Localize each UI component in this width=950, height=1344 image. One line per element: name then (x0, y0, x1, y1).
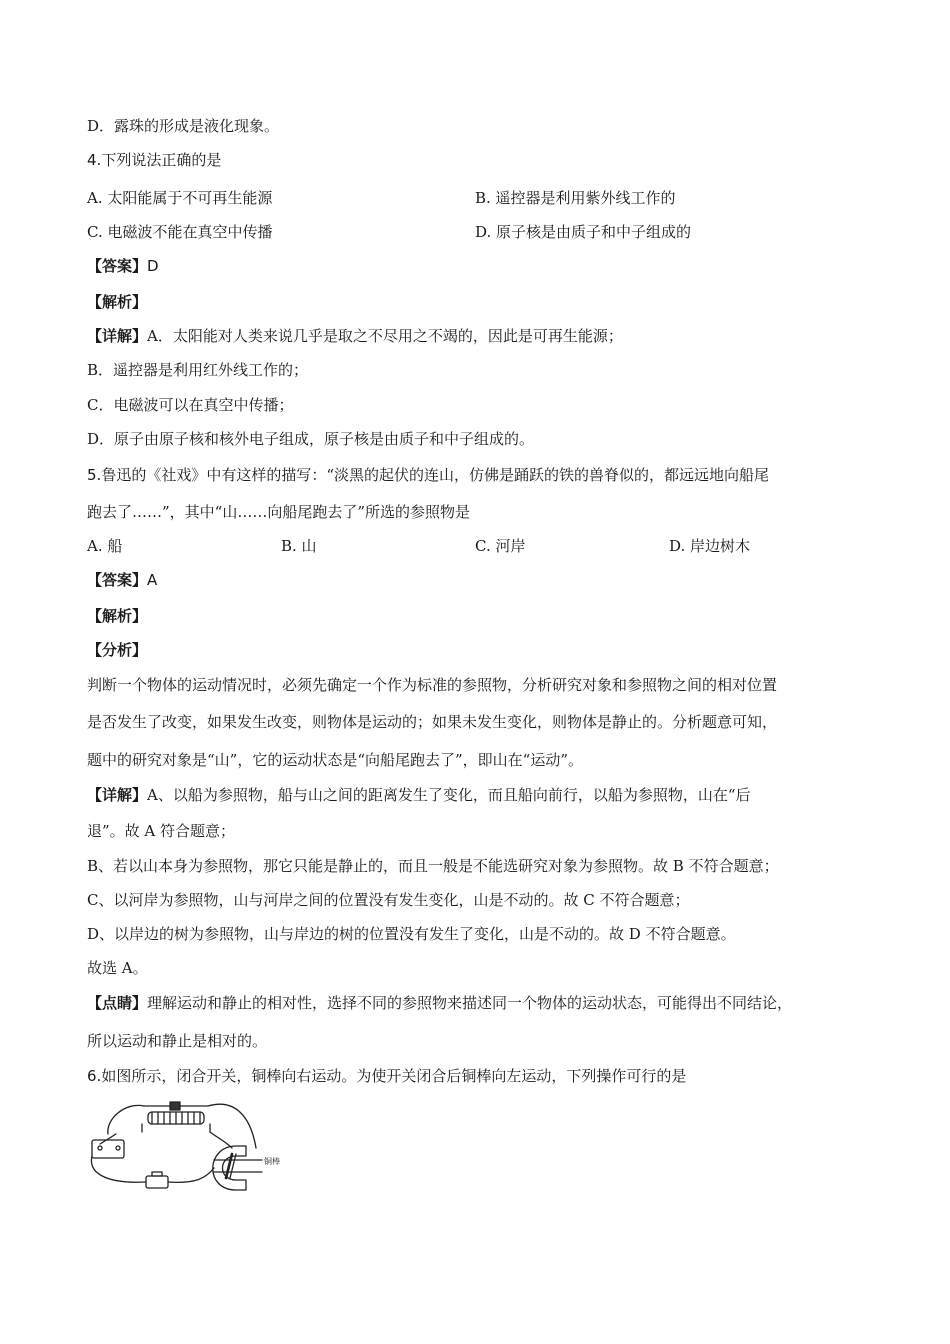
detail-tag: 【详解】 (87, 327, 148, 345)
battery (146, 1176, 168, 1188)
q5-dianjing-line2: 所以运动和静止是相对的。 (87, 1032, 268, 1050)
q4-analysis-tag (87, 292, 147, 312)
analysis-tag: 【解析】 (87, 607, 148, 625)
q5-dianjing-line1 (87, 993, 792, 1013)
q4-option-c: C. 电磁波不能在真空中传播 (87, 223, 273, 241)
q4-detail-a-text: A．太阳能对人类来说几乎是取之不尽用之不竭的，因此是可再生能源； (147, 327, 623, 345)
q4-number: 4. (87, 151, 102, 169)
q4-option-a: A. 太阳能属于不可再生能源 (87, 189, 273, 207)
q5-detail-line1-text: A、以船为参照物，船与山之间的距离发生了变化，而且船向前行，以船为参照物，山在“后 (147, 786, 751, 804)
q4-detail-a (87, 326, 623, 346)
q4-answer-value: D (147, 257, 159, 275)
q3-option-d: D．露珠的形成是液化现象。 (87, 117, 280, 135)
q5-analysis-tag (87, 606, 147, 626)
q5-answer (87, 570, 157, 590)
q5-stem-line2: 跑去了……”，其中“山……向船尾跑去了”所选的参照物是 (87, 503, 471, 521)
q5-detail-b: B、若以山本身为参照物，那它只能是静止的，而且一般是不能选研究对象为参照物。故 B 不符合题意； (87, 857, 779, 875)
q5-fenxi-tag (87, 640, 147, 660)
detail-tag: 【详解】 (87, 786, 148, 804)
q6-stem-text: 如图所示，闭合开关，铜棒向右运动。为使开关闭合后铜棒向左运动，下列操作可行的是 (101, 1067, 687, 1085)
q4-option-d: D. 原子核是由质子和中子组成的 (475, 223, 692, 241)
q5-dianjing-line1-text: 理解运动和静止的相对性，选择不同的参照物来描述同一个物体的运动状态，可能得出不同结论， (147, 994, 793, 1012)
q5-detail-line2: 退”。故 A 符合题意； (87, 822, 236, 840)
q5-option-c: C. 河岸 (475, 537, 526, 555)
q5-fenxi-line2: 是否发生了改变，如果发生改变，则物体是运动的；如果未发生变化，则物体是静止的。分析题意可知， (87, 713, 778, 731)
q5-option-b: B. 山 (281, 537, 317, 555)
q6-stem (87, 1066, 686, 1086)
rheostat-slider (170, 1102, 180, 1110)
answer-tag: 【答案】 (87, 257, 148, 275)
analysis-tag: 【解析】 (87, 293, 148, 311)
q5-fenxi-line3: 题中的研究对象是“山”，它的运动状态是“向船尾跑去了”，即山在“运动”。 (87, 751, 584, 769)
q5-detail-c: C、以河岸为参照物，山与河岸之间的位置没有发生变化，山是不动的。故 C 不符合题意； (87, 891, 690, 909)
dianjing-tag: 【点睛】 (87, 994, 148, 1012)
q5-detail-line1 (87, 785, 751, 805)
q5-stem-text1: 鲁迅的《社戏》中有这样的描写：“淡黑的起伏的连山，仿佛是踊跃的铁的兽脊似的，都远远地向船尾 (101, 466, 769, 484)
switch-blade (100, 1134, 116, 1144)
q4-detail-d: D．原子由原子核和核外电子组成，原子核是由质子和中子组成的。 (87, 430, 535, 448)
answer-tag: 【答案】 (87, 571, 148, 589)
copper-rod-label: 铜棒 (264, 1157, 280, 1166)
q5-choose: 故选 A。 (87, 959, 148, 977)
q5-option-a: A. 船 (87, 537, 123, 555)
q5-answer-value: A (147, 571, 158, 589)
fenxi-tag: 【分析】 (87, 641, 148, 659)
q5-fenxi-line1: 判断一个物体的运动情况时，必须先确定一个作为标准的参照物，分析研究对象和参照物之间的相对位置 (87, 676, 778, 694)
q4-stem-text: 下列说法正确的是 (101, 151, 222, 169)
q5-detail-d: D、以岸边的树为参照物，山与岸边的树的位置没有发生了变化，山是不动的。故 D 不符合题意。 (87, 925, 736, 943)
q4-detail-b: B．遥控器是利用红外线工作的； (87, 361, 309, 379)
q5-option-d: D. 岸边树木 (669, 537, 751, 555)
circuit-figure (86, 1098, 280, 1198)
q4-option-b: B. 遥控器是利用紫外线工作的 (475, 189, 676, 207)
q4-answer (87, 256, 159, 276)
q6-number: 6. (87, 1067, 102, 1085)
q5-number: 5. (87, 466, 102, 484)
q4-stem (87, 150, 221, 170)
q5-stem-line1 (87, 465, 769, 485)
q4-detail-c: C．电磁波可以在真空中传播； (87, 396, 294, 414)
